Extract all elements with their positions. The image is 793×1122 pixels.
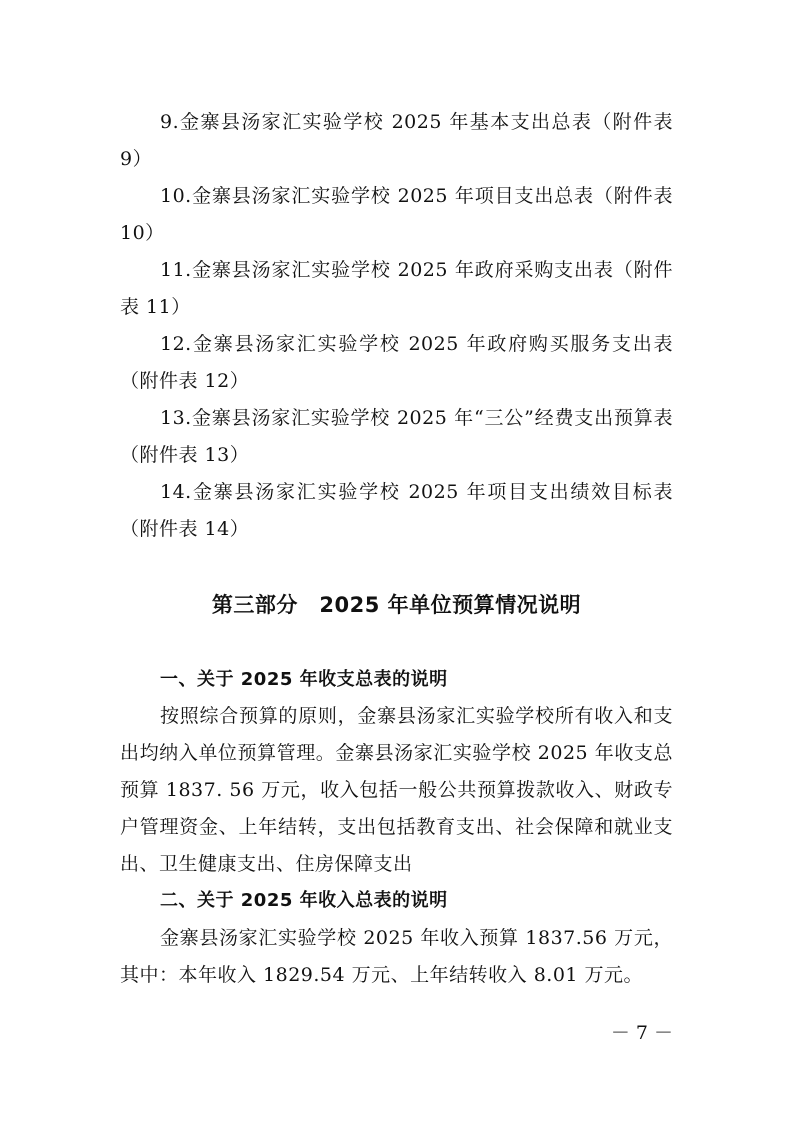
attachment-item-12: 12.金寨县汤家汇实验学校 2025 年政府购买服务支出表（附件表 12）	[120, 333, 673, 392]
part1-heading: 一、关于 2025 年收支总表的说明	[160, 669, 448, 690]
part1-body: 按照综合预算的原则，金寨县汤家汇实验学校所有收入和支出均纳入单位预算管理。金寨县汤家汇实验学校 2025 年收支总预算 1837. 56 万元，收入包括一般公共预算拨款收入、财政专户管理资金、上年结转，支出包括教育支出、社会保障和就业支出、卫生健康支出、住房保障支出	[120, 705, 673, 875]
attachment-item-13: 13.金寨县汤家汇实验学校 2025 年“三公”经费支出预算表（附件表 13）	[120, 407, 673, 466]
attachment-item-10: 10.金寨县汤家汇实验学校 2025 年项目支出总表（附件表 10）	[120, 185, 673, 244]
section-title: 第三部分 2025 年单位预算情况说明	[211, 593, 582, 617]
attachment-item-11: 11.金寨县汤家汇实验学校 2025 年政府采购支出表（附件表 11）	[120, 259, 673, 318]
part2-body: 金寨县汤家汇实验学校 2025 年收入预算 1837.56 万元，其中：本年收入 1829.54 万元、上年结转收入 8.01 万元。	[120, 927, 673, 986]
part2-heading: 二、关于 2025 年收入总表的说明	[160, 890, 448, 911]
page-number: － 7 －	[610, 1022, 673, 1044]
attachment-item-9: 9.金寨县汤家汇实验学校 2025 年基本支出总表（附件表9）	[120, 111, 673, 170]
attachment-item-14: 14.金寨县汤家汇实验学校 2025 年项目支出绩效目标表（附件表 14）	[120, 481, 673, 540]
